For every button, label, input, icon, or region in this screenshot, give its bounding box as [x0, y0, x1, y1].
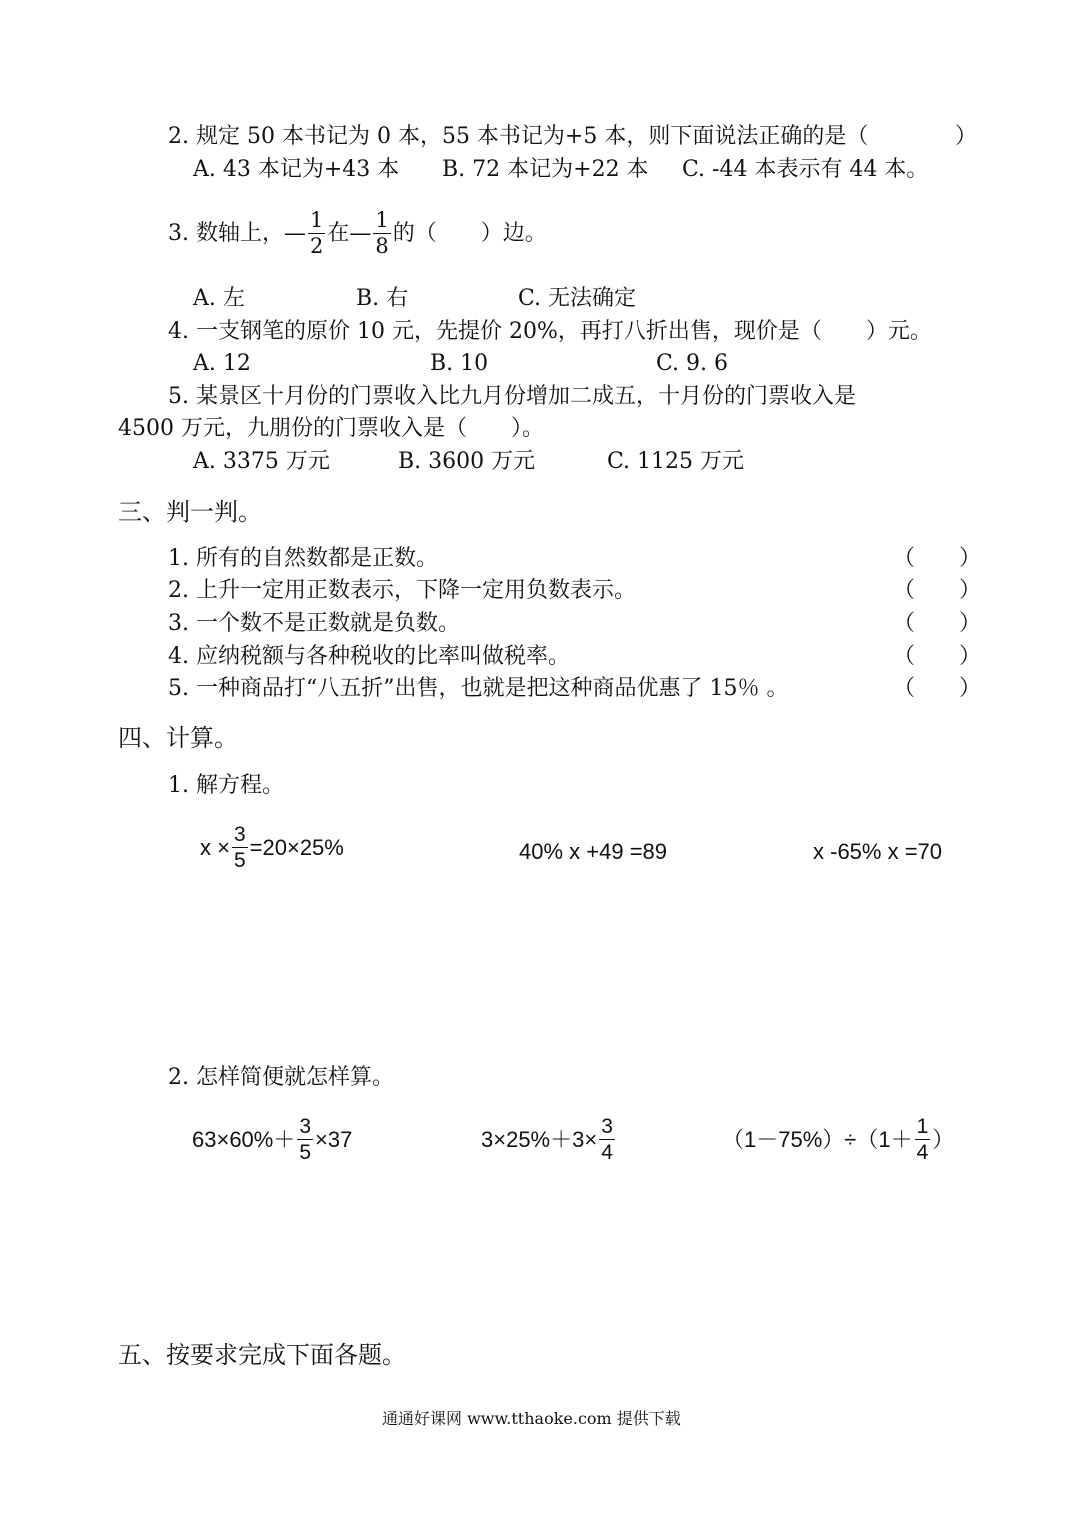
calc-2: 3×25%＋3× $\frac{3}{4}$	[481, 1115, 613, 1164]
q4-option-c: C. 9. 6	[656, 351, 729, 376]
q3-option-a: A. 左	[193, 286, 245, 311]
judge-item-3: 3. 一个数不是正数就是负数。	[168, 611, 460, 636]
q5-option-b: B. 3600 万元	[398, 449, 536, 474]
q2-option-c: C. -44 本表示有 44 本。	[682, 157, 929, 182]
q3-suffix: 的（ ）边。	[392, 220, 547, 246]
q4-option-a: A. 12	[193, 351, 251, 376]
q4-option-b: B. 10	[430, 351, 489, 376]
q2-close-paren: ）	[955, 124, 978, 149]
sub-2-simplify: 2. 怎样简便就怎样算。	[168, 1065, 394, 1090]
q4-stem: 4. 一支钢笔的原价 10 元，先提价 20%，再打八折出售，现价是（ ）元。	[168, 319, 932, 344]
fraction-one-half: $\frac{1}{2}$	[309, 208, 324, 258]
judge-paren-1: （ ）	[893, 546, 982, 571]
sub-1-solve-equations: 1. 解方程。	[168, 773, 284, 798]
q5-option-c: C. 1125 万元	[607, 449, 745, 474]
q3-mid: 在	[327, 220, 350, 246]
equation-1: x × $\frac{3}{5}$ =20×25%	[200, 823, 344, 872]
fraction-three-fifths: $\frac{3}{5}$	[233, 823, 246, 872]
judge-paren-4: （ ）	[893, 644, 982, 669]
fraction-one-quarter: $\frac{1}{4}$	[916, 1115, 929, 1164]
equation-3: x -65% x =70	[813, 839, 943, 864]
fraction-three-fifths-2: $\frac{3}{5}$	[299, 1115, 312, 1164]
q2-stem: 2. 规定 50 本书记为 0 本，55 本书记为+5 本，则下面说法正确的是（	[168, 124, 869, 149]
fraction-three-quarters: $\frac{3}{4}$	[601, 1115, 613, 1164]
q5-line-1: 5. 某景区十月份的门票收入比九月份增加二成五，十月份的门票收入是	[168, 384, 856, 409]
q3-minus-2: —	[349, 220, 372, 246]
q2-option-b: B. 72 本记为+22 本	[442, 157, 649, 182]
section-5-title: 五、按要求完成下面各题。	[118, 1341, 406, 1369]
judge-paren-3: （ ）	[893, 611, 982, 636]
judge-paren-5: （ ）	[893, 676, 982, 701]
section-4-title: 四、计算。	[118, 724, 238, 752]
fraction-one-eighth: $\frac{1}{8}$	[375, 208, 389, 258]
q5-option-a: A. 3375 万元	[193, 449, 330, 474]
calc-3: （1－75%）÷（1＋ $\frac{1}{4}$ ）	[722, 1115, 955, 1164]
judge-item-2: 2. 上升一定用正数表示，下降一定用负数表示。	[168, 578, 636, 603]
judge-item-4: 4. 应纳税额与各种税收的比率叫做税率。	[168, 644, 570, 669]
q3-option-b: B. 右	[356, 286, 409, 311]
q5-line-2: 4500 万元，九朋份的门票收入是（ ）。	[118, 416, 544, 441]
q3-option-c: C. 无法确定	[518, 286, 637, 311]
judge-paren-2: （ ）	[893, 578, 982, 603]
equation-2: 40% x +49 =89	[519, 839, 668, 864]
q3-minus-1: —	[283, 220, 306, 246]
q3-stem	[168, 210, 547, 257]
q2-option-a: A. 43 本记为+43 本	[193, 157, 400, 182]
calc-1: 63×60%＋ $\frac{3}{5}$ ×37	[192, 1115, 353, 1164]
section-3-title: 三、判一判。	[118, 498, 262, 526]
page-footer: 通通好课网 www.tthaoke.com 提供下载	[382, 1409, 681, 1428]
q3-prefix: 3. 数轴上，	[168, 220, 284, 246]
judge-item-5: 5. 一种商品打“八五折”出售，也就是把这种商品优惠了 15％ 。	[168, 676, 789, 701]
judge-item-1: 1. 所有的自然数都是正数。	[168, 546, 438, 571]
